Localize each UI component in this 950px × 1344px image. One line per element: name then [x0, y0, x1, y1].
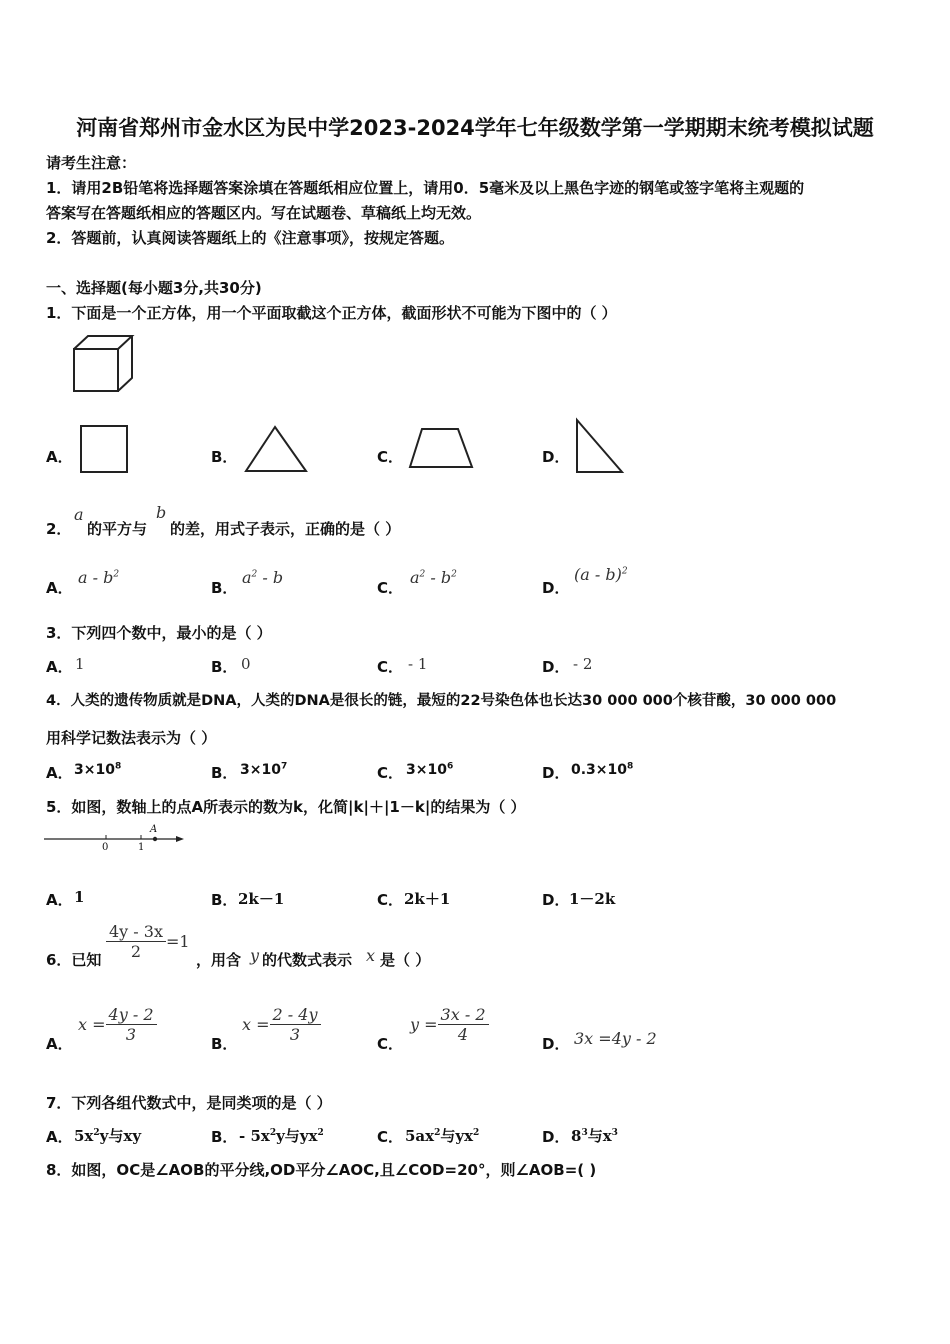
q3-option-a-value: 1 — [75, 655, 85, 673]
var-y: y — [250, 946, 260, 965]
q7-option-b-expr: - $5x^2y$与$yx^2$ — [239, 1127, 324, 1145]
q5-option-d-label[interactable]: D． — [542, 891, 570, 909]
number-line — [44, 822, 186, 856]
question-6-mid: ，用含 — [196, 951, 242, 969]
q4-option-c-value: $3\times 10^6$ — [406, 761, 454, 778]
q7-option-c-expr: $5ax^2$与$yx^2$ — [405, 1127, 480, 1145]
q6-given-equation: $\frac{4y - 3x}{2}$ =1 — [106, 922, 190, 961]
q4-option-d-label[interactable]: D． — [542, 764, 570, 782]
q3-option-d-value: - 2 — [573, 655, 593, 673]
q1-option-b-label[interactable]: B． — [211, 448, 238, 466]
q6-option-b-label[interactable]: B． — [211, 1035, 238, 1053]
question-2-mid: 的平方与 — [87, 520, 148, 538]
q2-option-a-label[interactable]: A． — [46, 579, 73, 597]
q4-option-b-label[interactable]: B． — [211, 764, 238, 782]
q2-option-c-expr: $a^2 - b^2$ — [410, 568, 457, 587]
q7-option-b-label[interactable]: B． — [211, 1128, 238, 1146]
q7-option-d-label[interactable]: D． — [542, 1128, 570, 1146]
question-4-text-2: 用科学记数法表示为（ ） — [46, 729, 217, 747]
q2-option-c-label[interactable]: C． — [377, 579, 404, 597]
notice-heading: 请考生注意： — [46, 154, 137, 172]
q1-option-a-label[interactable]: A． — [46, 448, 73, 466]
notice-line-2: 2．答题前，认真阅读答题纸上的《注意事项》，按规定答题。 — [46, 229, 454, 247]
page-title: 河南省郑州市金水区为民中学2023-2024学年七年级数学第一学期期末统考模拟试题 — [76, 116, 874, 140]
question-2-tail: 的差，用式子表示，正确的是（ ） — [170, 520, 401, 538]
question-6-mid-2: 的代数式表示 — [262, 951, 353, 969]
q5-option-a-value: 1 — [74, 888, 85, 906]
triangle-shape — [244, 425, 308, 473]
right-triangle-shape — [574, 418, 626, 476]
q5-option-b-label[interactable]: B． — [211, 891, 238, 909]
notice-line-1b: 答案写在答题纸相应的答题区内。写在试题卷、草稿纸上均无效。 — [46, 204, 482, 222]
question-7-text: 7．下列各组代数式中，是同类项的是（ ） — [46, 1094, 332, 1112]
q2-option-a-expr: a - $b^2$ — [78, 568, 120, 587]
cube-figure — [70, 333, 140, 395]
q5-option-a-label[interactable]: A． — [46, 891, 73, 909]
q5-option-c-value: 2k＋1 — [404, 890, 451, 908]
q7-option-c-label[interactable]: C． — [377, 1128, 404, 1146]
point-a-label: A — [150, 824, 158, 835]
q6-option-c-expr: y = $\frac{3x - 2}{4}$ — [410, 1005, 489, 1044]
question-8-text: 8．如图，OC是∠AOB的平分线,OD平分∠AOC,且∠COD=20°，则∠AOB=( ) — [46, 1161, 597, 1179]
question-3-text: 3．下列四个数中，最小的是（ ） — [46, 624, 272, 642]
q6-option-d-label[interactable]: D． — [542, 1035, 570, 1053]
notice-line-1: 1．请用2B铅笔将选择题答案涂填在答题纸相应位置上，请用0．5毫米及以上黑色字迹的钢笔或签字笔将主观题的 — [46, 179, 805, 197]
q6-option-c-label[interactable]: C． — [377, 1035, 404, 1053]
axis-label-1: 1 — [138, 842, 145, 853]
question-6-num: 6．已知 — [46, 951, 102, 969]
question-5-text: 5．如图，数轴上的点A所表示的数为k，化简|k|＋|1－k|的结果为（ ） — [46, 798, 526, 816]
q6-option-a-label[interactable]: A． — [46, 1035, 73, 1053]
q3-option-a-label[interactable]: A． — [46, 658, 73, 676]
q2-option-b-expr: $a^2$ - b — [242, 568, 284, 587]
section-heading: 一、选择题(每小题3分,共30分) — [46, 279, 262, 297]
question-1-text: 1．下面是一个正方体，用一个平面取截这个正方体，截面形状不可能为下图中的（ ） — [46, 304, 617, 322]
q5-option-d-value: 1－2k — [569, 890, 616, 908]
var-x: x — [366, 946, 376, 965]
q7-option-d-expr: $8^3$与$x^3$ — [571, 1127, 618, 1145]
q6-option-a-expr: x = $\frac{4y - 2}{3}$ — [78, 1005, 157, 1044]
q3-option-c-label[interactable]: C． — [377, 658, 404, 676]
q6-option-b-expr: x = $\frac{2 - 4y}{3}$ — [242, 1005, 321, 1044]
q4-option-a-value: $3\times 10^8$ — [74, 761, 122, 778]
q5-option-c-label[interactable]: C． — [377, 891, 404, 909]
q1-option-d-label[interactable]: D． — [542, 448, 570, 466]
q4-option-a-label[interactable]: A． — [46, 764, 73, 782]
trapezoid-shape — [408, 427, 474, 469]
q4-option-d-value: $0.3\times 10^8$ — [571, 761, 634, 778]
axis-label-0: 0 — [102, 842, 109, 853]
q6-option-d-expr: 3x =4y - 2 — [574, 1029, 657, 1048]
question-4-text: 4．人类的遗传物质就是DNA，人类的DNA是很长的链，最短的22号染色体也长达30 000 000个核苷酸，30 000 000 — [46, 693, 837, 709]
q4-option-c-label[interactable]: C． — [377, 764, 404, 782]
q2-option-d-label[interactable]: D． — [542, 579, 570, 597]
q3-option-c-value: - 1 — [408, 655, 428, 673]
square-shape — [80, 425, 130, 475]
q2-option-b-label[interactable]: B． — [211, 579, 238, 597]
q3-option-b-label[interactable]: B． — [211, 658, 238, 676]
q3-option-b-value: 0 — [241, 655, 251, 673]
var-b: b — [156, 503, 167, 522]
q3-option-d-label[interactable]: D． — [542, 658, 570, 676]
q7-option-a-expr: $5x^2y$与xy — [74, 1127, 142, 1145]
q7-option-a-label[interactable]: A． — [46, 1128, 73, 1146]
q2-option-d-expr: (a - b)$^2$ — [574, 565, 628, 584]
question-2-num: 2． — [46, 520, 72, 538]
q1-option-c-label[interactable]: C． — [377, 448, 404, 466]
q5-option-b-value: 2k－1 — [238, 890, 285, 908]
question-6-tail: 是（ ） — [380, 951, 431, 969]
q4-option-b-value: $3\times 10^7$ — [240, 761, 288, 778]
var-a: a — [74, 505, 84, 524]
